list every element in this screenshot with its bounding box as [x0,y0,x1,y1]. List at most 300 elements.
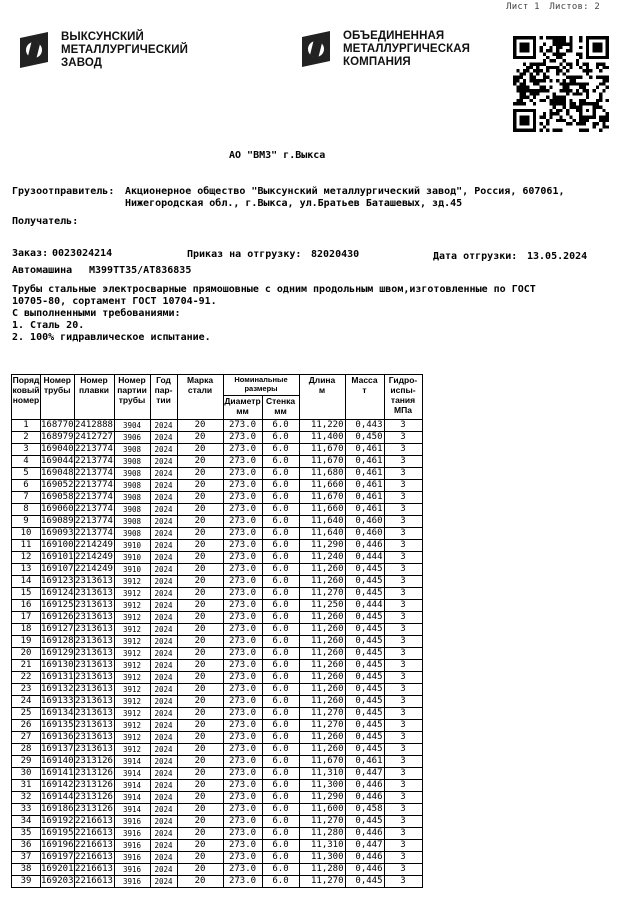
cell-batch-no: 3912 [114,588,150,600]
cell-mass: 0,461 [345,468,384,480]
cell-length: 11,310 [299,768,345,780]
cell-batch-no: 3912 [114,612,150,624]
cell-length: 11,660 [299,504,345,516]
cell-grade: 20 [177,516,223,528]
cell-wall: 6.0 [262,768,299,780]
cell-seq: 13 [12,564,41,576]
cell-wall: 6.0 [262,852,299,864]
cell-pipe-no: 169133 [41,696,74,706]
cell-pipe-no: 169203 [41,876,74,886]
shipper-line-2: Нижегородская обл., г.Выкса, ул.Братьев Баташевых, зд.45 [125,198,463,209]
cell-hydro: 3 [384,744,422,756]
cell-grade: 20 [177,792,223,804]
table-row [12,672,423,684]
cell-mass: 0,445 [345,612,384,624]
cell-batch-no: 3912 [114,576,150,588]
header-pipe-no: Номер трубы [41,375,75,420]
cell-year: 2024 [150,780,177,792]
cell-mass: 0,445 [345,624,384,636]
cell-batch-no: 3912 [114,708,150,720]
cell-diameter: 273.0 [223,516,262,528]
cell-wall: 6.0 [262,468,299,480]
cell-heat-no: 2313126 [75,768,113,778]
cell-wall: 6.0 [262,444,299,456]
cell-pipe-no: 169040 [41,444,74,454]
cell-year: 2024 [150,588,177,600]
vmz-logo-icon [14,30,54,70]
table-row [12,480,423,492]
cell-grade: 20 [177,768,223,780]
cell-grade: 20 [177,492,223,504]
cell-length: 11,670 [299,756,345,768]
cell-pipe-no: 169107 [41,564,74,574]
cell-wall: 6.0 [262,756,299,768]
table-row [12,768,423,780]
sheet-info [502,2,600,12]
header-seq: Поряд ковый номер [12,375,41,420]
cell-heat-no: 2313613 [75,732,113,742]
cell-heat-no: 2313126 [75,792,113,802]
cell-year: 2024 [150,732,177,744]
recipient-label: Получатель: [12,216,79,227]
cell-diameter: 273.0 [223,852,262,864]
cell-hydro: 3 [384,696,422,708]
order-value: 0023024214 [52,248,113,259]
cell-length: 11,290 [299,792,345,804]
qr-code-icon [513,36,609,132]
table-row [12,564,423,576]
cell-year: 2024 [150,540,177,552]
cell-length: 11,260 [299,744,345,756]
table-row [12,600,423,612]
cell-batch-no: 3908 [114,444,150,456]
cell-grade: 20 [177,732,223,744]
cell-seq: 27 [12,732,41,744]
cell-year: 2024 [150,720,177,732]
cell-length: 11,300 [299,852,345,864]
cell-wall: 6.0 [262,528,299,540]
cell-batch-no: 3912 [114,732,150,744]
cell-pipe-no: 169197 [41,852,74,862]
pipes-table [11,374,423,888]
cell-grade: 20 [177,672,223,684]
vehicle-label: Автомашина [12,265,73,276]
cell-seq: 14 [12,576,41,588]
cell-batch-no: 3916 [114,864,150,876]
cell-year: 2024 [150,600,177,612]
cell-pipe-no: 169131 [41,672,74,682]
cell-heat-no: 2313613 [75,612,113,622]
header-diameter: Диаметр мм [223,396,262,420]
cell-length: 11,220 [299,420,345,432]
cell-grade: 20 [177,552,223,564]
cell-heat-no: 2216613 [75,840,113,850]
cell-length: 11,270 [299,720,345,732]
cell-mass: 0,446 [345,828,384,840]
vmz-logo-line-2: МЕТАЛЛУРГИЧЕСКИЙ [61,43,188,56]
shipment-order-value: 82020430 [311,249,360,260]
cell-pipe-no: 169125 [41,600,74,610]
cell-diameter: 273.0 [223,504,262,516]
table-row [12,804,423,816]
cell-length: 11,400 [299,432,345,444]
cell-heat-no: 2313613 [75,624,113,634]
cell-year: 2024 [150,624,177,636]
cell-year: 2024 [150,684,177,696]
cell-grade: 20 [177,840,223,852]
cell-length: 11,270 [299,816,345,828]
cell-grade: 20 [177,456,223,468]
cell-diameter: 273.0 [223,648,262,660]
cell-heat-no: 2214249 [75,552,113,562]
cell-hydro: 3 [384,720,422,732]
cell-heat-no: 2213774 [75,528,113,538]
cell-grade: 20 [177,588,223,600]
cell-batch-no: 3904 [114,420,150,432]
cell-batch-no: 3914 [114,780,150,792]
cell-mass: 0,445 [345,708,384,720]
table-row [12,828,423,840]
cell-mass: 0,461 [345,456,384,468]
table-row [12,636,423,648]
cell-grade: 20 [177,828,223,840]
cell-hydro: 3 [384,528,422,540]
cell-diameter: 273.0 [223,780,262,792]
cell-seq: 6 [12,480,41,492]
cell-batch-no: 3906 [114,432,150,444]
cell-year: 2024 [150,840,177,852]
cell-length: 11,240 [299,552,345,564]
cell-heat-no: 2313613 [75,696,113,706]
omk-logo [296,29,470,69]
cell-length: 11,310 [299,840,345,852]
cell-batch-no: 3912 [114,636,150,648]
order-label: Заказ: [12,248,49,259]
cell-batch-no: 3908 [114,468,150,480]
cell-length: 11,670 [299,444,345,456]
cell-diameter: 273.0 [223,456,262,468]
cell-heat-no: 2216613 [75,828,113,838]
cell-wall: 6.0 [262,480,299,492]
cell-grade: 20 [177,636,223,648]
table-row [12,876,423,888]
header-hydro: Гидро- испы- тания МПа [384,375,422,420]
cell-wall: 6.0 [262,780,299,792]
cell-mass: 0,445 [345,564,384,576]
cell-seq: 12 [12,552,41,564]
cell-hydro: 3 [384,780,422,792]
cell-grade: 20 [177,564,223,576]
cell-mass: 0,446 [345,852,384,864]
cell-seq: 4 [12,456,41,468]
header-heat-no: Номер плавки [74,375,114,420]
table-row [12,696,423,708]
cell-diameter: 273.0 [223,420,262,432]
cell-grade: 20 [177,480,223,492]
cell-pipe-no: 169196 [41,840,74,850]
cell-wall: 6.0 [262,828,299,840]
cell-pipe-no: 169129 [41,648,74,658]
table-row [12,492,423,504]
header-nominal: Номинальные размеры [223,375,299,396]
cell-pipe-no: 168770 [41,420,74,430]
cell-heat-no: 2213774 [75,492,113,502]
cell-year: 2024 [150,864,177,876]
cell-seq: 10 [12,528,41,540]
cell-length: 11,260 [299,576,345,588]
cell-pipe-no: 169060 [41,504,74,514]
cell-wall: 6.0 [262,600,299,612]
cell-hydro: 3 [384,768,422,780]
table-row [12,612,423,624]
cell-diameter: 273.0 [223,804,262,816]
cell-hydro: 3 [384,816,422,828]
cell-batch-no: 3914 [114,756,150,768]
ship-date-value: 13.05.2024 [527,251,588,262]
cell-wall: 6.0 [262,804,299,816]
cell-grade: 20 [177,876,223,888]
omk-logo-line-2: МЕТАЛЛУРГИЧЕСКАЯ [343,42,470,55]
cell-seq: 36 [12,840,41,852]
cell-length: 11,260 [299,648,345,660]
cell-diameter: 273.0 [223,828,262,840]
cell-heat-no: 2313613 [75,600,113,610]
cell-seq: 8 [12,504,41,516]
cell-pipe-no: 169093 [41,528,74,538]
cell-batch-no: 3914 [114,768,150,780]
cell-diameter: 273.0 [223,444,262,456]
cell-batch-no: 3908 [114,480,150,492]
cell-length: 11,280 [299,828,345,840]
cell-heat-no: 2214249 [75,564,113,574]
table-row [12,732,423,744]
cell-grade: 20 [177,576,223,588]
cell-grade: 20 [177,624,223,636]
cell-pipe-no: 169136 [41,732,74,742]
cell-hydro: 3 [384,600,422,612]
cell-length: 11,670 [299,456,345,468]
cell-diameter: 273.0 [223,672,262,684]
cell-pipe-no: 169144 [41,792,74,802]
cell-grade: 20 [177,744,223,756]
cell-length: 11,260 [299,564,345,576]
cell-wall: 6.0 [262,564,299,576]
cell-grade: 20 [177,420,223,432]
table-row [12,840,423,852]
cell-batch-no: 3912 [114,660,150,672]
cell-mass: 0,447 [345,768,384,780]
cell-seq: 7 [12,492,41,504]
shipper-line-1: Акционерное общество "Выксунский металлургический завод", Россия, 607061, [125,186,565,197]
cell-year: 2024 [150,480,177,492]
cell-mass: 0,461 [345,492,384,504]
cell-hydro: 3 [384,612,422,624]
cell-seq: 17 [12,612,41,624]
cell-hydro: 3 [384,624,422,636]
cell-hydro: 3 [384,648,422,660]
table-row [12,540,423,552]
cell-length: 11,660 [299,480,345,492]
cell-diameter: 273.0 [223,528,262,540]
cell-seq: 32 [12,792,41,804]
cell-wall: 6.0 [262,504,299,516]
cell-length: 11,260 [299,672,345,684]
cell-batch-no: 3912 [114,696,150,708]
cell-length: 11,260 [299,732,345,744]
cell-batch-no: 3916 [114,852,150,864]
cell-grade: 20 [177,600,223,612]
cell-diameter: 273.0 [223,552,262,564]
cell-heat-no: 2313126 [75,804,113,814]
header-mass: Масса т [345,375,384,420]
cell-hydro: 3 [384,456,422,468]
table-row [12,816,423,828]
cell-wall: 6.0 [262,720,299,732]
cell-pipe-no: 169130 [41,660,74,670]
cell-heat-no: 2313613 [75,660,113,670]
table-row [12,684,423,696]
cell-grade: 20 [177,816,223,828]
header-batch-no: Номер партии трубы [114,375,150,420]
cell-pipe-no: 169127 [41,624,74,634]
header-year: Год пар- тии [150,375,177,420]
cell-mass: 0,445 [345,684,384,696]
cell-heat-no: 2213774 [75,516,113,526]
cell-batch-no: 3910 [114,540,150,552]
sheet-count: Листов: 2 [549,2,600,12]
cell-hydro: 3 [384,732,422,744]
cell-hydro: 3 [384,876,422,888]
table-row [12,720,423,732]
ship-date-label: Дата отгрузки: [433,251,518,262]
cell-hydro: 3 [384,480,422,492]
cell-mass: 0,445 [345,648,384,660]
cell-batch-no: 3908 [114,516,150,528]
cell-heat-no: 2412727 [75,432,113,442]
cell-wall: 6.0 [262,876,299,888]
cell-seq: 15 [12,588,41,600]
cell-year: 2024 [150,768,177,780]
cell-mass: 0,444 [345,552,384,564]
cell-pipe-no: 169135 [41,720,74,730]
cell-year: 2024 [150,744,177,756]
shipment-order-label: Приказ на отгрузку: [187,249,302,260]
cell-mass: 0,445 [345,876,384,888]
cell-diameter: 273.0 [223,564,262,576]
cell-hydro: 3 [384,660,422,672]
cell-batch-no: 3908 [114,528,150,540]
cell-heat-no: 2313613 [75,720,113,730]
cell-mass: 0,450 [345,432,384,444]
vmz-logo-line-1: ВЫКСУНСКИЙ [61,30,144,43]
cell-wall: 6.0 [262,744,299,756]
cell-mass: 0,461 [345,504,384,516]
cell-wall: 6.0 [262,624,299,636]
cell-diameter: 273.0 [223,612,262,624]
cell-batch-no: 3912 [114,744,150,756]
cell-hydro: 3 [384,756,422,768]
cell-year: 2024 [150,576,177,588]
cell-pipe-no: 169101 [41,552,74,562]
cell-length: 11,280 [299,864,345,876]
cell-year: 2024 [150,636,177,648]
cell-year: 2024 [150,456,177,468]
cell-year: 2024 [150,420,177,432]
cell-pipe-no: 169123 [41,576,74,586]
cell-diameter: 273.0 [223,744,262,756]
cell-length: 11,250 [299,600,345,612]
cell-length: 11,260 [299,684,345,696]
company-line: АО "ВМЗ" г.Выкса [229,150,326,161]
cell-seq: 1 [12,420,41,432]
cell-grade: 20 [177,684,223,696]
header-grade: Марка стали [177,375,223,420]
cell-diameter: 273.0 [223,468,262,480]
cell-mass: 0,460 [345,528,384,540]
cell-mass: 0,445 [345,732,384,744]
cell-mass: 0,444 [345,600,384,612]
cell-pipe-no: 169089 [41,516,74,526]
cell-diameter: 273.0 [223,492,262,504]
cell-seq: 37 [12,852,41,864]
cell-hydro: 3 [384,576,422,588]
cell-diameter: 273.0 [223,768,262,780]
table-row [12,756,423,768]
cell-grade: 20 [177,444,223,456]
description-line-5: 2. 100% гидравлическое испытание. [12,332,211,343]
cell-year: 2024 [150,696,177,708]
cell-grade: 20 [177,720,223,732]
cell-heat-no: 2313126 [75,756,113,766]
cell-length: 11,270 [299,876,345,888]
table-row [12,504,423,516]
cell-seq: 2 [12,432,41,444]
cell-hydro: 3 [384,828,422,840]
cell-hydro: 3 [384,708,422,720]
cell-heat-no: 2313613 [75,636,113,646]
cell-wall: 6.0 [262,456,299,468]
cell-hydro: 3 [384,444,422,456]
cell-mass: 0,461 [345,756,384,768]
cell-hydro: 3 [384,564,422,576]
cell-diameter: 273.0 [223,756,262,768]
cell-year: 2024 [150,828,177,840]
cell-batch-no: 3912 [114,720,150,732]
cell-diameter: 273.0 [223,588,262,600]
cell-year: 2024 [150,432,177,444]
cell-hydro: 3 [384,672,422,684]
cell-mass: 0,445 [345,576,384,588]
cell-wall: 6.0 [262,432,299,444]
table-row [12,624,423,636]
cell-batch-no: 3908 [114,492,150,504]
cell-pipe-no: 169128 [41,636,74,646]
table-row [12,528,423,540]
vehicle-value: М399ТТ35/АТ836835 [89,265,192,276]
cell-diameter: 273.0 [223,576,262,588]
cell-seq: 3 [12,444,41,456]
cell-heat-no: 2213774 [75,468,113,478]
cell-pipe-no: 169140 [41,756,74,766]
cell-seq: 28 [12,744,41,756]
cell-pipe-no: 169201 [41,864,74,874]
table-row [12,444,423,456]
cell-grade: 20 [177,468,223,480]
cell-length: 11,600 [299,804,345,816]
cell-grade: 20 [177,612,223,624]
cell-diameter: 273.0 [223,864,262,876]
cell-year: 2024 [150,672,177,684]
